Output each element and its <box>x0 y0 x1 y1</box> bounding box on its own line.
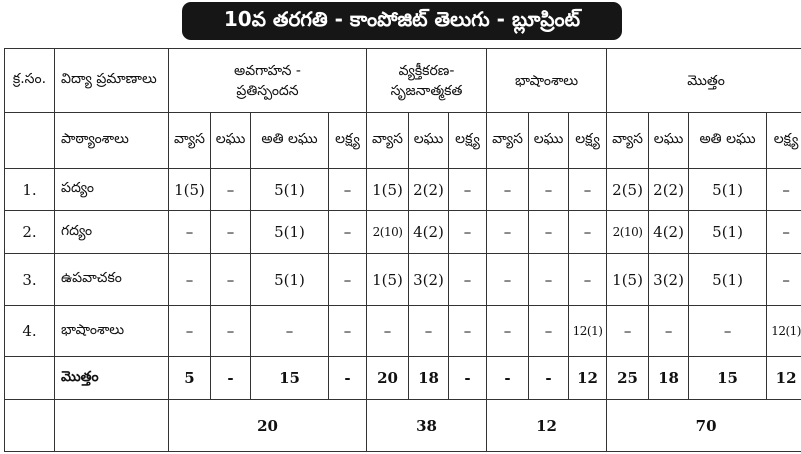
cell: – <box>767 254 801 306</box>
cell: – <box>487 211 529 254</box>
cell: – <box>211 254 251 306</box>
sub-header: వ్యాస <box>487 113 529 169</box>
group-header-total: మొత్తం <box>607 49 801 113</box>
row-lesson: పద్యం <box>55 169 169 211</box>
blueprint-table <box>4 48 801 452</box>
totals-label: మొత్తం <box>55 357 169 400</box>
cell: – <box>169 306 211 357</box>
total-cell: 20 <box>367 357 409 400</box>
cell: 2(5) <box>607 169 649 211</box>
sub-header: లఘు <box>409 113 449 169</box>
sub-header: లక్ష్య <box>449 113 487 169</box>
cell: – <box>449 254 487 306</box>
row-serial: 4. <box>5 306 55 357</box>
cell: – <box>367 306 409 357</box>
cell: 5(1) <box>689 169 767 211</box>
cell: – <box>649 306 689 357</box>
group-header-language: భాషాంశాలు <box>487 49 607 113</box>
sub-header: లక్ష్య <box>329 113 367 169</box>
cell: 2(10) <box>367 211 409 254</box>
cell: – <box>251 306 329 357</box>
grand-total-overall: 70 <box>607 400 801 452</box>
row-serial: 3. <box>5 254 55 306</box>
lessons-header: పాఠ్యాంశాలు <box>55 113 169 169</box>
cell: 1(5) <box>607 254 649 306</box>
total-cell: - <box>529 357 569 400</box>
total-cell: 15 <box>689 357 767 400</box>
cell: – <box>329 254 367 306</box>
cell: – <box>529 169 569 211</box>
sub-header: లఘు <box>529 113 569 169</box>
cell: 4(2) <box>409 211 449 254</box>
group-header-expression: వ్యక్తీకరణ- సృజనాత్మకత <box>367 49 487 113</box>
table-row <box>5 254 801 306</box>
cell: – <box>449 211 487 254</box>
cell: – <box>449 169 487 211</box>
serial-header-blank <box>5 113 55 169</box>
sub-header: అతి లఘు <box>251 113 329 169</box>
cell: – <box>487 254 529 306</box>
total-cell: 25 <box>607 357 649 400</box>
sub-header: లక్ష్య <box>569 113 607 169</box>
cell: 1(5) <box>169 169 211 211</box>
total-cell: 12 <box>569 357 607 400</box>
grand-label-blank <box>55 400 169 452</box>
grand-total-language: 12 <box>487 400 607 452</box>
row-lesson: గద్యం <box>55 211 169 254</box>
total-cell: - <box>211 357 251 400</box>
cell: 2(2) <box>409 169 449 211</box>
total-cell: - <box>449 357 487 400</box>
cell: 3(2) <box>409 254 449 306</box>
cell: – <box>767 211 801 254</box>
grand-total-comprehension: 20 <box>169 400 367 452</box>
grand-total-expression: 38 <box>367 400 487 452</box>
serial-header: క్ర.సం. <box>5 49 55 113</box>
standards-header: విద్యా ప్రమాణాలు <box>55 49 169 113</box>
cell: 5(1) <box>689 211 767 254</box>
row-lesson: ఉపవాచకం <box>55 254 169 306</box>
grand-totals-row <box>5 400 801 452</box>
total-cell: 5 <box>169 357 211 400</box>
cell: – <box>329 306 367 357</box>
cell: 12(1) <box>767 306 801 357</box>
sub-header: వ్యాస <box>607 113 649 169</box>
cell: – <box>409 306 449 357</box>
cell: – <box>329 211 367 254</box>
row-serial: 2. <box>5 211 55 254</box>
cell: – <box>329 169 367 211</box>
table-row <box>5 211 801 254</box>
row-lesson: భాషాంశాలు <box>55 306 169 357</box>
cell: – <box>529 306 569 357</box>
header-row-groups <box>5 49 801 113</box>
grand-serial-blank <box>5 400 55 452</box>
cell: 5(1) <box>251 254 329 306</box>
cell: 2(2) <box>649 169 689 211</box>
cell: – <box>569 254 607 306</box>
cell: – <box>211 211 251 254</box>
cell: – <box>569 169 607 211</box>
cell: – <box>767 169 801 211</box>
sub-header: లఘు <box>649 113 689 169</box>
cell: 3(2) <box>649 254 689 306</box>
header-row-sub <box>5 113 801 169</box>
page-title: 10వ తరగతి - కాంపోజిట్ తెలుగు - బ్లూప్రింట్ <box>182 2 622 40</box>
row-serial: 1. <box>5 169 55 211</box>
sub-header: లక్ష్య <box>767 113 801 169</box>
cell: 2(10) <box>607 211 649 254</box>
cell: – <box>211 306 251 357</box>
cell: – <box>487 169 529 211</box>
cell: – <box>569 211 607 254</box>
cell: – <box>607 306 649 357</box>
sub-header: వ్యాస <box>367 113 409 169</box>
total-cell: - <box>329 357 367 400</box>
total-cell: 18 <box>649 357 689 400</box>
cell: 1(5) <box>367 169 409 211</box>
table-row <box>5 306 801 357</box>
cell: – <box>449 306 487 357</box>
cell: – <box>689 306 767 357</box>
sub-header: అతి లఘు <box>689 113 767 169</box>
table-row <box>5 169 801 211</box>
sub-header: వ్యాస <box>169 113 211 169</box>
totals-serial-blank <box>5 357 55 400</box>
cell: 5(1) <box>251 211 329 254</box>
cell: 12(1) <box>569 306 607 357</box>
cell: – <box>529 211 569 254</box>
totals-row <box>5 357 801 400</box>
total-cell: 15 <box>251 357 329 400</box>
total-cell: 12 <box>767 357 801 400</box>
cell: 1(5) <box>367 254 409 306</box>
cell: – <box>169 211 211 254</box>
cell: – <box>529 254 569 306</box>
total-cell: - <box>487 357 529 400</box>
cell: – <box>487 306 529 357</box>
sub-header: లఘు <box>211 113 251 169</box>
total-cell: 18 <box>409 357 449 400</box>
cell: 5(1) <box>251 169 329 211</box>
cell: – <box>169 254 211 306</box>
group-header-comprehension: అవగాహన - ప్రతిస్పందన <box>169 49 367 113</box>
cell: 4(2) <box>649 211 689 254</box>
cell: 5(1) <box>689 254 767 306</box>
cell: – <box>211 169 251 211</box>
